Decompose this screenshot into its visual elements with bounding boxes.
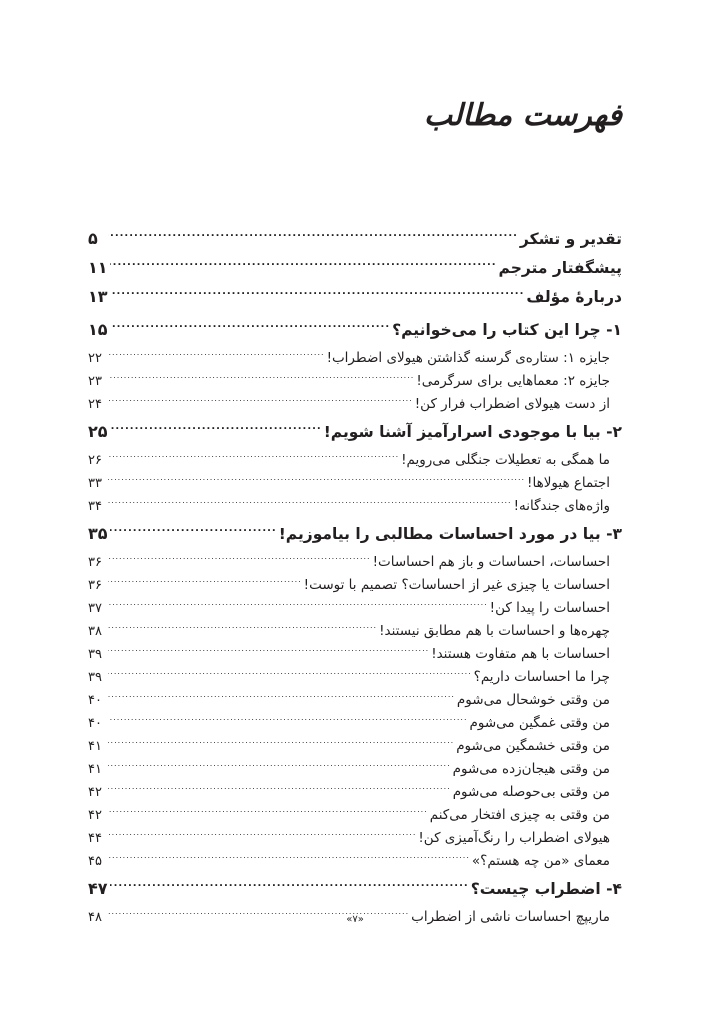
toc-chapter-row — [88, 421, 622, 450]
toc-entry-label: جایزه ۲: معماهایی برای سرگرمی! — [416, 372, 610, 389]
toc-subentry-row — [88, 782, 622, 805]
dot-leader — [108, 598, 488, 612]
toc-entry-label: ۴- اضطراب چیست؟ — [470, 879, 622, 898]
dot-leader — [108, 805, 428, 819]
dot-leader — [108, 473, 525, 487]
toc-subentry-row — [88, 394, 622, 417]
toc-page-number: ۲۲ — [88, 350, 102, 366]
dot-leader — [110, 421, 322, 437]
toc-entry-label: من وقتی هیجان‌زده می‌شوم — [452, 760, 610, 777]
toc-entry-label: از دست هیولای اضطراب فرار کن! — [414, 395, 610, 412]
toc-entry-label: اجتماع هیولاها! — [527, 474, 610, 491]
toc-entry-label: چهره‌ها و احساسات با هم مطابق نیستند! — [379, 622, 610, 639]
toc-page-number: ۴۱ — [88, 738, 102, 754]
dot-leader — [108, 690, 455, 704]
dot-leader — [108, 496, 512, 510]
toc-entry-label: هیولای اضطراب را رنگ‌آمیزی کن! — [418, 829, 610, 846]
toc-entry-label: من وقتی غمگین می‌شوم — [469, 714, 610, 731]
toc-entry-label: ۳- بیا در مورد احساسات مطالبی را بیاموزیم! — [278, 524, 622, 543]
toc-page-number: ۴۲ — [88, 784, 102, 800]
dot-leader — [108, 371, 414, 385]
toc-page-number: ۴۴ — [88, 830, 102, 846]
dot-leader — [108, 759, 451, 773]
toc-page-number: ۴۱ — [88, 761, 102, 777]
toc-page-number: ۱۱ — [88, 257, 108, 277]
toc-entry-label: احساسات را پیدا کن! — [489, 599, 610, 616]
toc-chapter-row — [88, 523, 622, 552]
toc-page-number: ۱۳ — [88, 286, 108, 306]
dot-leader — [108, 736, 454, 750]
toc-page-number: ۲۵ — [88, 421, 108, 441]
dot-leader — [108, 228, 518, 244]
toc-page-number: ۳۵ — [88, 523, 108, 543]
toc-subentry-row — [88, 371, 622, 394]
dot-leader — [108, 450, 399, 464]
toc-page-number: ۲۴ — [88, 396, 102, 412]
toc-subentry-row — [88, 828, 622, 851]
dot-leader — [108, 394, 413, 408]
toc-subentry-row — [88, 736, 622, 759]
toc-subentry-row — [88, 575, 622, 598]
toc-entry-label: تقدیر و تشکر — [519, 229, 622, 248]
toc-entry-label: احساسات، احساسات و باز هم احساسات! — [372, 553, 610, 570]
toc-entry-label: ماریپچ احساسات ناشی از اضطراب — [411, 908, 610, 925]
toc-chapter-row — [88, 257, 622, 286]
dot-leader — [108, 552, 371, 566]
toc-subentry-row — [88, 805, 622, 828]
toc-chapter-row — [88, 319, 622, 348]
toc-page-number: ۴۵ — [88, 853, 102, 869]
toc-page-number: ۱۵ — [88, 319, 108, 339]
toc-subentry-row — [88, 496, 622, 519]
toc-subentry-row — [88, 759, 622, 782]
toc-entry-label: ۲- بیا با موجودی اسرارآمیز آشنا شویم! — [323, 422, 622, 441]
toc-page-number: ۳۴ — [88, 498, 102, 514]
dot-leader — [108, 575, 302, 589]
toc-page-number: ۳۸ — [88, 623, 102, 639]
toc-entry-label: چرا ما احساسات داریم؟ — [473, 668, 610, 685]
toc-page-number: ۳۶ — [88, 554, 102, 570]
dot-leader — [110, 523, 277, 539]
toc-subentry-row — [88, 713, 622, 736]
toc-subentry-row — [88, 552, 622, 575]
toc-entry-label: احساسات با هم متفاوت هستند! — [431, 645, 610, 662]
dot-leader — [110, 878, 469, 894]
toc-page-number: ۲۶ — [88, 452, 102, 468]
toc-subentry-row — [88, 621, 622, 644]
dot-leader — [110, 286, 525, 302]
table-of-contents — [88, 228, 622, 930]
toc-page-number: ۴۸ — [88, 909, 102, 925]
toc-subentry-row — [88, 473, 622, 496]
toc-page-number: ۳۹ — [88, 669, 102, 685]
dot-leader — [110, 319, 391, 335]
page-number: «۷» — [346, 914, 364, 925]
toc-subentry-row — [88, 348, 622, 371]
dot-leader — [108, 828, 416, 842]
dot-leader — [108, 621, 377, 635]
toc-page-number: ۲۳ — [88, 373, 102, 389]
toc-subentry-row — [88, 667, 622, 690]
toc-subentry-row — [88, 598, 622, 621]
toc-page-number: ۳۷ — [88, 600, 102, 616]
toc-chapter-row — [88, 286, 622, 315]
toc-entry-label: من وقتی خوشحال می‌شوم — [456, 691, 610, 708]
toc-page-number: ۵ — [88, 228, 98, 248]
toc-entry-label: من وقتی بی‌حوصله می‌شوم — [452, 783, 610, 800]
dot-leader — [108, 782, 451, 796]
toc-subentry-row — [88, 851, 622, 874]
toc-entry-label: پیشگفتار مترجم — [498, 258, 622, 277]
toc-page-number: ۴۰ — [88, 692, 102, 708]
toc-page-number: ۳۹ — [88, 646, 102, 662]
toc-entry-label: من وقتی به چیزی افتخار می‌کنم — [429, 806, 610, 823]
dot-leader — [108, 348, 325, 362]
toc-entry-label: واژه‌های جندگانه! — [513, 497, 610, 514]
toc-subentry-row — [88, 644, 622, 667]
toc-entry-label: من وقتی خشمگین می‌شوم — [456, 737, 610, 754]
dot-leader — [108, 667, 472, 681]
toc-page-number: ۴۷ — [88, 878, 108, 898]
dot-leader — [110, 257, 497, 273]
toc-page-number: ۴۰ — [88, 715, 102, 731]
toc-entry-label: معمای «من چه هستم؟» — [471, 852, 610, 869]
toc-entry-label: جایزه ۱: ستاره‌ی گرسنه گذاشتن هیولای اضطراب! — [326, 349, 610, 366]
toc-subentry-row — [88, 690, 622, 713]
toc-page-number: ۴۲ — [88, 807, 102, 823]
toc-chapter-row — [88, 878, 622, 907]
toc-entry-label: احساسات یا چیزی غیر از احساسات؟ تصمیم با توست! — [303, 576, 610, 593]
page-title: فهرست مطالب — [423, 98, 622, 133]
toc-entry-label: دربارهٔ مؤلف — [526, 287, 622, 306]
dot-leader — [108, 644, 429, 658]
toc-page-number: ۳۶ — [88, 577, 102, 593]
toc-entry-label: ۱- چرا این کتاب را می‌خوانیم؟ — [392, 320, 622, 339]
toc-page-number: ۳۳ — [88, 475, 102, 491]
toc-subentry-row — [88, 450, 622, 473]
dot-leader — [108, 713, 468, 727]
dot-leader — [108, 851, 470, 865]
toc-entry-label: ما همگی به تعطیلات جنگلی می‌رویم! — [401, 451, 610, 468]
toc-chapter-row — [88, 228, 622, 257]
